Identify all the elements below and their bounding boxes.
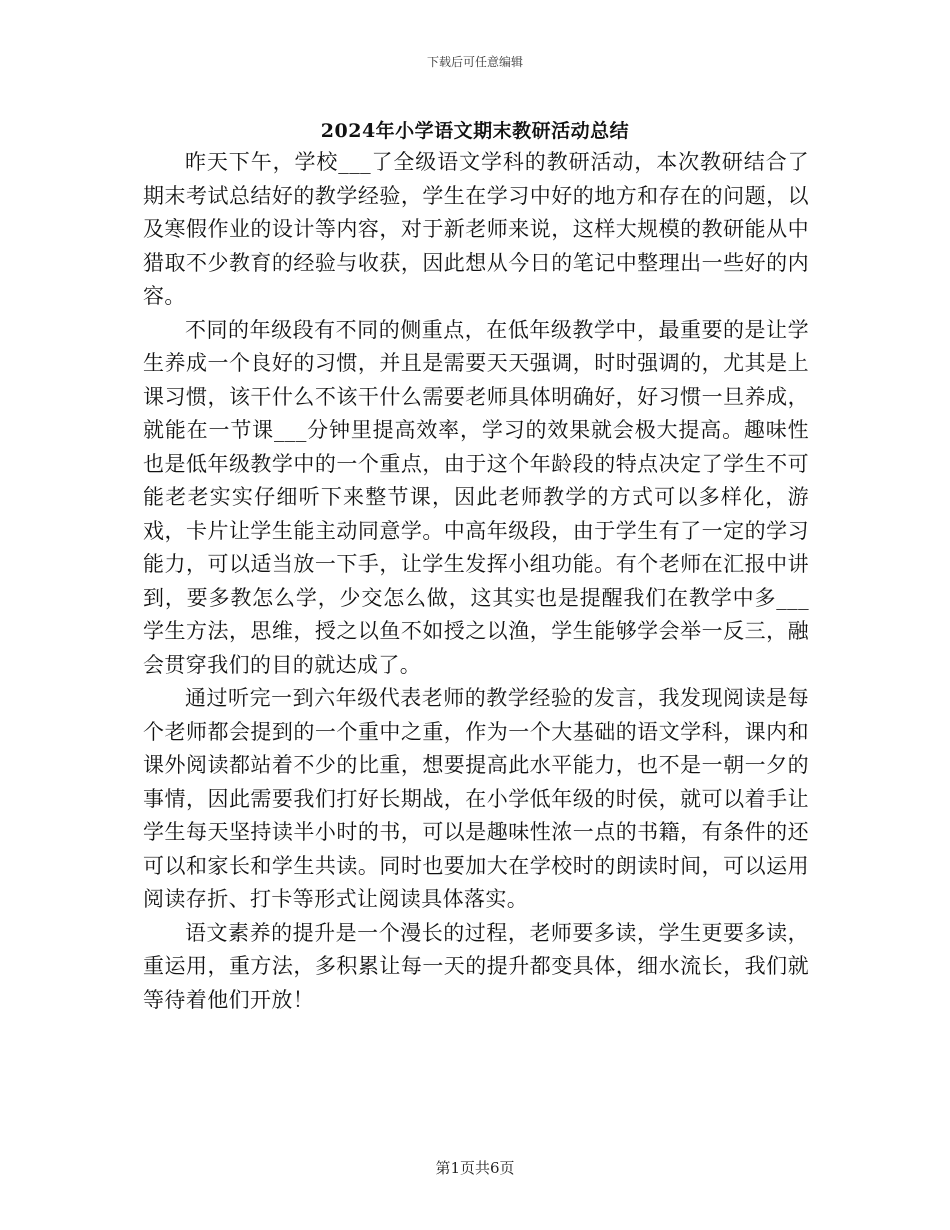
paragraph-1: 昨天下午，学校___了全级语文学科的教研活动，本次教研结合了期末考试总结好的教学经验，学生在学习中好的地方和存在的问题，以及寒假作业的设计等内容，对于新老师来说，这样大规模的教研能从中猎取不少教育的经验与收获，因此想从今日的笔记中整理出一些好的内容。 [143, 150, 809, 308]
document-title: 2024年小学语文期末教研活动总结 [320, 120, 630, 142]
page-footer: 第1页共6页 [435, 1159, 515, 1177]
header-note: 下载后可任意编辑 [426, 55, 523, 69]
paragraph-3: 通过听完一到六年级代表老师的教学经验的发言，我发现阅读是每个老师都会提到的一个重中之重，作为一个大基础的语文学科，课内和课外阅读都站着不少的比重，想要提高此水平能力，也不是一朝一夕的事情，因此需要我们打好长期战，在小学低年级的时侯，就可以着手让学生每天坚持读半小时的书，可以是趣味性浓一点的书籍，有条件的还可以和家长和学生共读。同时也要加大在学校时的朗读时间，可以运用阅读存折、打卡等形式让阅读具体落实。 [143, 686, 809, 911]
document-body [143, 146, 809, 1017]
paragraph-2: 不同的年级段有不同的侧重点，在低年级教学中，最重要的是让学生养成一个良好的习惯，并且是需要天天强调，时时强调的，尤其是上课习惯，该干什么不该干什么需要老师具体明确好，好习惯一旦养成，就能在一节课___分钟里提高效率，学习的效果就会极大提高。趣味性也是低年级教学中的一个重点，由于这个年龄段的特点决定了学生不可能老老实实仔细听下来整节课，因此老师教学的方式可以多样化，游戏，卡片让学生能主动同意学。中高年级段，由于学生有了一定的学习能力，可以适当放一下手，让学生发挥小组功能。有个老师在汇报中讲到，要多教怎么学，少交怎么做，这其实也是提醒我们在教学中多___学生方法，思维，授之以鱼不如授之以渔，学生能够学会举一反三，融会贯穿我们的目的就达成了。 [143, 317, 809, 677]
paragraph-4: 语文素养的提升是一个漫长的过程，老师要多读，学生更要多读，重运用，重方法，多积累让每一天的提升都变具体，细水流长，我们就等待着他们开放！ [143, 920, 809, 1012]
